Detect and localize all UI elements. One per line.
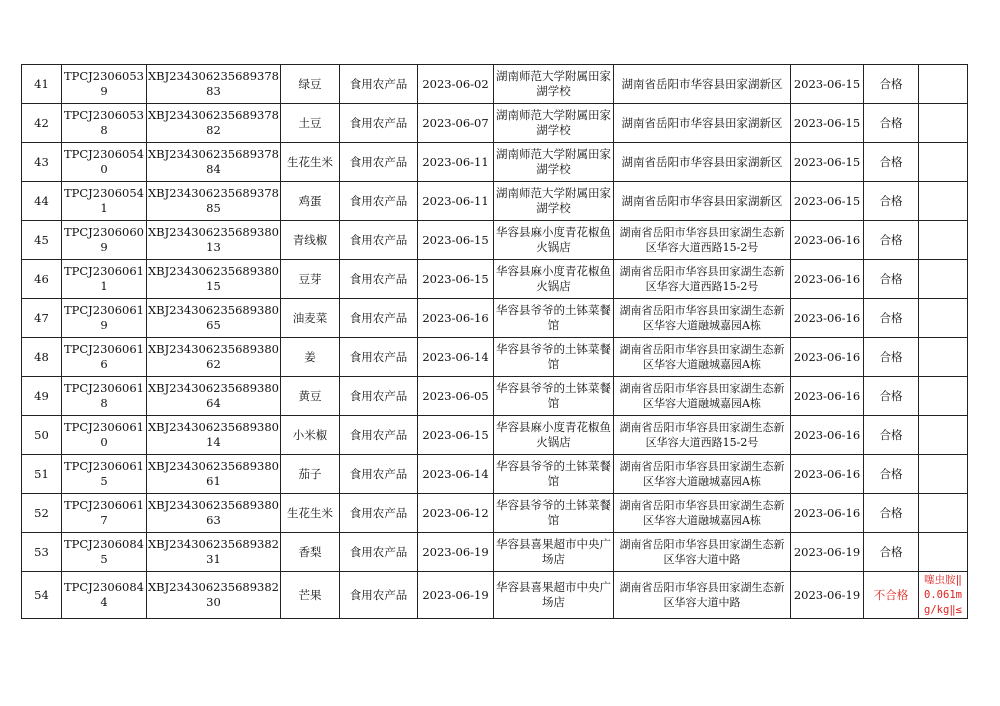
cell-sampled-unit: 湖南师范大学附属田家湖学校 [494, 182, 614, 221]
cell-remark [919, 299, 968, 338]
cell-sample-id: XBJ23430623568938230 [147, 572, 281, 619]
cell-result: 合格 [864, 338, 919, 377]
cell-address: 湖南省岳阳市华容县田家湖生态新区华容大道中路 [614, 572, 791, 619]
table-row [22, 182, 968, 221]
cell-address: 湖南省岳阳市华容县田家湖生态新区华容大道西路15-2号 [614, 221, 791, 260]
cell-sample-name: 绿豆 [281, 65, 340, 104]
cell-sampled-unit: 华容县麻小度青花椒鱼火锅店 [494, 416, 614, 455]
cell-report-date: 2023-06-19 [791, 572, 864, 619]
cell-no: 48 [22, 338, 62, 377]
table-row [22, 455, 968, 494]
cell-category: 食用农产品 [340, 377, 418, 416]
cell-report-date: 2023-06-15 [791, 65, 864, 104]
cell-no: 49 [22, 377, 62, 416]
cell-result: 合格 [864, 299, 919, 338]
table-row [22, 572, 968, 619]
cell-sample-id: XBJ23430623568938014 [147, 416, 281, 455]
cell-task-id: TPCJ23060609 [62, 221, 147, 260]
cell-task-id: TPCJ23060844 [62, 572, 147, 619]
cell-result: 合格 [864, 494, 919, 533]
cell-address: 湖南省岳阳市华容县田家湖生态新区华容大道西路15-2号 [614, 416, 791, 455]
cell-category: 食用农产品 [340, 533, 418, 572]
cell-sample-name: 芒果 [281, 572, 340, 619]
cell-address: 湖南省岳阳市华容县田家湖新区 [614, 104, 791, 143]
cell-no: 46 [22, 260, 62, 299]
cell-sampled-unit: 华容县麻小度青花椒鱼火锅店 [494, 260, 614, 299]
cell-sample-id: XBJ23430623568938015 [147, 260, 281, 299]
table-row [22, 143, 968, 182]
cell-no: 54 [22, 572, 62, 619]
cell-category: 食用农产品 [340, 572, 418, 619]
cell-task-id: TPCJ23060539 [62, 65, 147, 104]
cell-sampled-unit: 湖南师范大学附属田家湖学校 [494, 65, 614, 104]
cell-category: 食用农产品 [340, 494, 418, 533]
cell-no: 41 [22, 65, 62, 104]
cell-address: 湖南省岳阳市华容县田家湖生态新区华容大道融城嘉园A栋 [614, 299, 791, 338]
cell-no: 51 [22, 455, 62, 494]
table-row [22, 260, 968, 299]
cell-sample-id: XBJ23430623568938231 [147, 533, 281, 572]
cell-no: 42 [22, 104, 62, 143]
cell-sample-id: XBJ23430623568938064 [147, 377, 281, 416]
cell-sample-name: 生花生米 [281, 143, 340, 182]
cell-report-date: 2023-06-16 [791, 494, 864, 533]
cell-category: 食用农产品 [340, 416, 418, 455]
cell-sample-id: XBJ23430623568937884 [147, 143, 281, 182]
cell-sampled-unit: 华容县爷爷的土钵菜餐馆 [494, 455, 614, 494]
table-row [22, 221, 968, 260]
cell-sample-name: 青线椒 [281, 221, 340, 260]
cell-no: 45 [22, 221, 62, 260]
table-row [22, 65, 968, 104]
cell-address: 湖南省岳阳市华容县田家湖生态新区华容大道融城嘉园A栋 [614, 494, 791, 533]
cell-remark [919, 104, 968, 143]
cell-report-date: 2023-06-16 [791, 377, 864, 416]
table-body [22, 65, 968, 619]
cell-category: 食用农产品 [340, 221, 418, 260]
cell-sample-name: 姜 [281, 338, 340, 377]
cell-sample-name: 小米椒 [281, 416, 340, 455]
cell-no: 47 [22, 299, 62, 338]
cell-address: 湖南省岳阳市华容县田家湖新区 [614, 65, 791, 104]
cell-sample-id: XBJ23430623568938013 [147, 221, 281, 260]
cell-sampled-unit: 华容县爷爷的土钵菜餐馆 [494, 494, 614, 533]
cell-sampled-unit: 华容县喜果超市中央广场店 [494, 572, 614, 619]
cell-category: 食用农产品 [340, 299, 418, 338]
cell-task-id: TPCJ23060611 [62, 260, 147, 299]
cell-remark [919, 260, 968, 299]
cell-date: 2023-06-19 [418, 533, 494, 572]
cell-no: 52 [22, 494, 62, 533]
cell-sampled-unit: 华容县爷爷的土钵菜餐馆 [494, 299, 614, 338]
cell-result: 合格 [864, 221, 919, 260]
cell-sample-name: 鸡蛋 [281, 182, 340, 221]
cell-sampled-unit: 华容县喜果超市中央广场店 [494, 533, 614, 572]
cell-task-id: TPCJ23060619 [62, 299, 147, 338]
cell-report-date: 2023-06-16 [791, 260, 864, 299]
table-row [22, 338, 968, 377]
cell-date: 2023-06-11 [418, 143, 494, 182]
cell-result: 合格 [864, 104, 919, 143]
cell-task-id: TPCJ23060618 [62, 377, 147, 416]
cell-report-date: 2023-06-15 [791, 104, 864, 143]
cell-sample-name: 香梨 [281, 533, 340, 572]
cell-date: 2023-06-07 [418, 104, 494, 143]
cell-remark [919, 494, 968, 533]
cell-category: 食用农产品 [340, 182, 418, 221]
cell-date: 2023-06-15 [418, 416, 494, 455]
cell-remark [919, 65, 968, 104]
cell-date: 2023-06-11 [418, 182, 494, 221]
cell-sample-id: XBJ23430623568938062 [147, 338, 281, 377]
cell-remark [919, 221, 968, 260]
cell-date: 2023-06-02 [418, 65, 494, 104]
cell-task-id: TPCJ23060845 [62, 533, 147, 572]
cell-result: 合格 [864, 377, 919, 416]
cell-sample-name: 豆芽 [281, 260, 340, 299]
cell-report-date: 2023-06-15 [791, 182, 864, 221]
cell-date: 2023-06-12 [418, 494, 494, 533]
cell-remark [919, 338, 968, 377]
cell-category: 食用农产品 [340, 65, 418, 104]
cell-address: 湖南省岳阳市华容县田家湖生态新区华容大道融城嘉园A栋 [614, 338, 791, 377]
cell-sample-name: 黄豆 [281, 377, 340, 416]
cell-sampled-unit: 湖南师范大学附属田家湖学校 [494, 143, 614, 182]
cell-report-date: 2023-06-19 [791, 533, 864, 572]
cell-date: 2023-06-19 [418, 572, 494, 619]
cell-category: 食用农产品 [340, 455, 418, 494]
cell-report-date: 2023-06-15 [791, 143, 864, 182]
cell-task-id: TPCJ23060541 [62, 182, 147, 221]
cell-result: 合格 [864, 416, 919, 455]
cell-date: 2023-06-14 [418, 338, 494, 377]
cell-task-id: TPCJ23060538 [62, 104, 147, 143]
cell-result: 合格 [864, 143, 919, 182]
cell-no: 53 [22, 533, 62, 572]
cell-sampled-unit: 华容县爷爷的土钵菜餐馆 [494, 377, 614, 416]
cell-remark [919, 455, 968, 494]
cell-sample-id: XBJ23430623568937883 [147, 65, 281, 104]
cell-no: 50 [22, 416, 62, 455]
cell-result: 合格 [864, 455, 919, 494]
cell-sample-name: 茄子 [281, 455, 340, 494]
cell-address: 湖南省岳阳市华容县田家湖生态新区华容大道西路15-2号 [614, 260, 791, 299]
cell-no: 43 [22, 143, 62, 182]
table-row [22, 377, 968, 416]
cell-sample-id: XBJ23430623568938063 [147, 494, 281, 533]
cell-task-id: TPCJ23060616 [62, 338, 147, 377]
table-row [22, 299, 968, 338]
table-row [22, 494, 968, 533]
cell-report-date: 2023-06-16 [791, 221, 864, 260]
cell-address: 湖南省岳阳市华容县田家湖新区 [614, 182, 791, 221]
table-row [22, 416, 968, 455]
cell-remark [919, 182, 968, 221]
cell-sample-name: 生花生米 [281, 494, 340, 533]
cell-no: 44 [22, 182, 62, 221]
cell-remark [919, 377, 968, 416]
cell-sample-name: 土豆 [281, 104, 340, 143]
cell-result: 合格 [864, 182, 919, 221]
cell-category: 食用农产品 [340, 104, 418, 143]
cell-date: 2023-06-15 [418, 260, 494, 299]
cell-result-fail: 不合格 [864, 572, 919, 619]
cell-report-date: 2023-06-16 [791, 416, 864, 455]
cell-result: 合格 [864, 260, 919, 299]
cell-sample-id: XBJ23430623568937882 [147, 104, 281, 143]
cell-sampled-unit: 华容县麻小度青花椒鱼火锅店 [494, 221, 614, 260]
inspection-results-table [21, 64, 968, 619]
table-row [22, 533, 968, 572]
cell-report-date: 2023-06-16 [791, 455, 864, 494]
cell-category: 食用农产品 [340, 260, 418, 299]
cell-sample-name: 油麦菜 [281, 299, 340, 338]
cell-sample-id: XBJ23430623568937885 [147, 182, 281, 221]
cell-report-date: 2023-06-16 [791, 338, 864, 377]
cell-date: 2023-06-14 [418, 455, 494, 494]
cell-address: 湖南省岳阳市华容县田家湖新区 [614, 143, 791, 182]
cell-sampled-unit: 湖南师范大学附属田家湖学校 [494, 104, 614, 143]
cell-address: 湖南省岳阳市华容县田家湖生态新区华容大道融城嘉园A栋 [614, 377, 791, 416]
cell-sample-id: XBJ23430623568938061 [147, 455, 281, 494]
cell-date: 2023-06-15 [418, 221, 494, 260]
cell-remark [919, 143, 968, 182]
table-row [22, 104, 968, 143]
cell-category: 食用农产品 [340, 143, 418, 182]
cell-remark [919, 416, 968, 455]
cell-sampled-unit: 华容县爷爷的土钵菜餐馆 [494, 338, 614, 377]
cell-address: 湖南省岳阳市华容县田家湖生态新区华容大道中路 [614, 533, 791, 572]
cell-address: 湖南省岳阳市华容县田家湖生态新区华容大道融城嘉园A栋 [614, 455, 791, 494]
cell-task-id: TPCJ23060610 [62, 416, 147, 455]
cell-result: 合格 [864, 533, 919, 572]
cell-result: 合格 [864, 65, 919, 104]
cell-task-id: TPCJ23060615 [62, 455, 147, 494]
cell-sample-id: XBJ23430623568938065 [147, 299, 281, 338]
cell-task-id: TPCJ23060617 [62, 494, 147, 533]
cell-report-date: 2023-06-16 [791, 299, 864, 338]
cell-remark-fail: 噻虫胺‖0.061mg/kg‖≤ [919, 572, 968, 619]
cell-date: 2023-06-05 [418, 377, 494, 416]
cell-date: 2023-06-16 [418, 299, 494, 338]
cell-task-id: TPCJ23060540 [62, 143, 147, 182]
cell-remark [919, 533, 968, 572]
cell-category: 食用农产品 [340, 338, 418, 377]
